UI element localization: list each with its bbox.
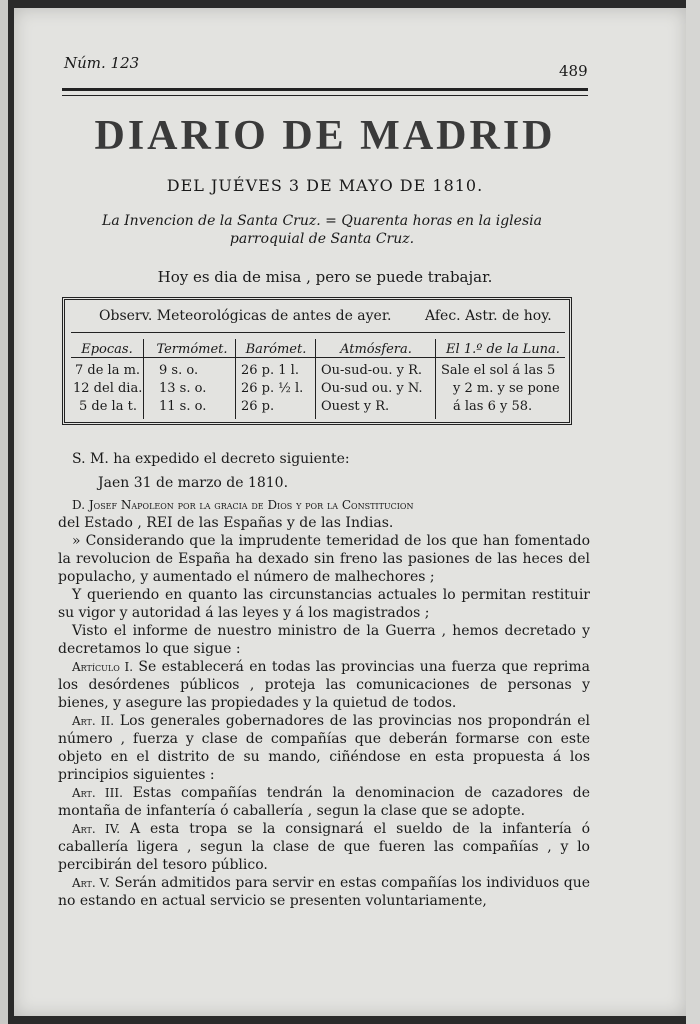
column-rule	[315, 339, 316, 419]
col-atmosfera: Atmósfera.	[340, 342, 412, 357]
row-atmosfera: Ou-sud-ou. y R.	[321, 363, 423, 378]
paragraph: Visto el informe de nuestro ministro de la Guerra , hemos decretado y decretamos lo que sigue :	[58, 623, 590, 657]
book-spine	[0, 0, 8, 1024]
table-rule	[71, 357, 565, 358]
mass-notice: Hoy es dia de misa , pero se puede trabajar.	[157, 268, 493, 286]
col-termometro: Termómet.	[156, 342, 228, 357]
luna-line: Sale el sol á las 5	[441, 363, 556, 378]
luna-line: á las 6 y 58.	[453, 399, 533, 414]
article-text: Se establecerá en todas las provincias una fuerza que reprima los desórdenes públicos , proteja las comunicaciones de personas y bienes, y asegure las propiedades y la quietud de todos.	[58, 659, 590, 711]
article-label: Art. III.	[72, 786, 123, 800]
article-body	[58, 450, 590, 910]
article-5	[58, 874, 590, 910]
newspaper-page	[14, 8, 686, 1016]
column-rule	[435, 339, 436, 419]
article-3	[58, 784, 590, 820]
header-rule	[62, 88, 588, 96]
row-atmosfera: Ouest y R.	[321, 399, 390, 414]
row-barometro: 26 p.	[241, 399, 275, 414]
king-title: del Estado , REI de las Españas y de las Indias.	[58, 515, 394, 531]
saint-of-day: La Invencion de la Santa Cruz. = Quarenta horas en la iglesia parroquial de Santa Cruz.	[102, 213, 542, 247]
newspaper-title: DIARIO DE MADRID	[94, 113, 556, 159]
article-text: Los generales gobernadores de las provincias nos propondrán el número , fuerza y clase de compañías que deberán formarse con este objeto en el distrito de su mando, ciñéndose en esta propuesta á los principios siguientes :	[58, 713, 590, 783]
column-rule	[143, 339, 144, 419]
col-barometro: Barómet.	[245, 342, 307, 357]
article-4	[58, 820, 590, 874]
table-rule	[71, 332, 565, 333]
king-name	[58, 496, 590, 514]
place-date: Jaen 31 de marzo de 1810.	[98, 475, 289, 491]
article-label: Art. II.	[72, 714, 115, 728]
paragraph: Y queriendo en quanto las circunstancias actuales lo permitan restituir su vigor y autoridad á las leyes y á los magistrados ;	[58, 587, 590, 621]
page-edge	[686, 0, 700, 1024]
article-text: Estas compañías tendrán la denominacion de cazadores de montaña de infantería ó caballería , segun la clase que se adopte.	[58, 785, 590, 819]
decree-intro: S. M. ha expedido el decreto siguiente:	[72, 451, 350, 467]
obs-title: Observ. Meteorológicas de antes de ayer.	[99, 308, 392, 324]
article-text: Serán admitidos para servir en estas compañías los individuos que no estando en actual servicio se presenten voluntariamente,	[58, 875, 591, 909]
row-epoca: 5 de la t.	[79, 399, 137, 414]
article-2	[58, 712, 590, 784]
row-termometro: 9 s. o.	[159, 363, 199, 378]
issue-date: DEL JUÉVES 3 DE MAYO DE 1810.	[166, 176, 484, 195]
article-1	[58, 658, 590, 712]
row-epoca: 7 de la m.	[75, 363, 141, 378]
page-number: 489	[559, 62, 588, 80]
row-barometro: 26 p. ½ l.	[241, 381, 304, 396]
col-epocas: Epocas.	[81, 342, 133, 357]
king-name-text: D. Josef Napoleon por la gracia de Dios y por la Constitucion	[72, 498, 414, 512]
row-epoca: 12 del dia.	[73, 381, 143, 396]
luna-line: y 2 m. y se pone	[453, 381, 560, 396]
article-text: A esta tropa se la consignará el sueldo de la infantería ó caballería ligera , segun la clase de que fueren las compañías , y lo percibirán del tesoro público.	[58, 821, 590, 873]
row-barometro: 26 p. 1 l.	[241, 363, 299, 378]
astro-title: Afec. Astr. de hoy.	[425, 308, 552, 324]
article-label: Art. IV.	[72, 822, 121, 836]
paragraph: » Considerando que la imprudente temeridad de los que han fomentado la revolucion de España ha dexado sin freno las pasiones de las heces del populacho, y aumentado el número de malhechores ;	[58, 533, 590, 585]
row-termometro: 13 s. o.	[159, 381, 207, 396]
article-label: Artículo I.	[72, 660, 134, 674]
column-rule	[235, 339, 236, 419]
row-atmosfera: Ou-sud ou. y N.	[321, 381, 423, 396]
weather-table	[62, 297, 572, 425]
issue-number: Núm. 123	[64, 54, 140, 72]
row-termometro: 11 s. o.	[159, 399, 207, 414]
article-label: Art. V.	[72, 876, 111, 890]
col-luna: El 1.º de la Luna.	[446, 342, 560, 357]
